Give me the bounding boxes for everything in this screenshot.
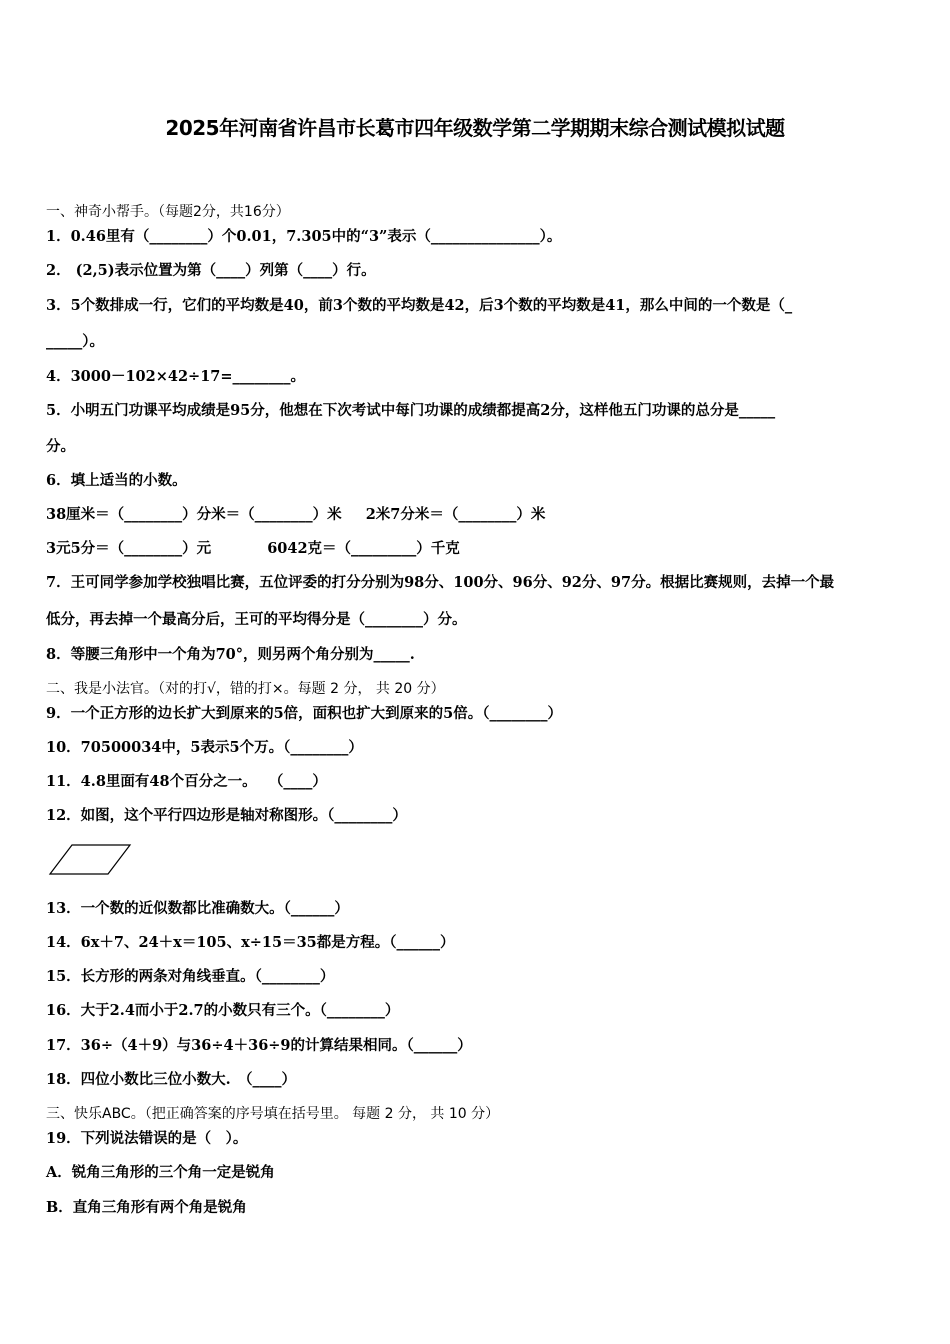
question-8: 8．等腰三角形中一个角为70°，则另两个角分别为_____. [46, 646, 415, 663]
section-1-heading: 一、神奇小帮手。（每题2分，共16分） [46, 204, 290, 220]
page-title: 2025年河南省许昌市长葛市四年级数学第二学期期末综合测试模拟试题 [165, 116, 785, 140]
question-2: 2． (2,5)表示位置为第（____）列第（____）行。 [46, 262, 376, 279]
question-6-row-1 [46, 505, 545, 525]
question-6: 6．填上适当的小数。 [46, 472, 187, 489]
question-3-continued: _____）。 [46, 333, 104, 350]
question-6-row-2 [46, 539, 460, 559]
question-16: 16．大于2.4而小于2.7的小数只有三个。（________） [46, 1002, 400, 1019]
section-3-heading: 三、快乐ABC。（把正确答案的序号填在括号里。 每题 2 分， 共 10 分） [46, 1106, 500, 1122]
question-9: 9．一个正方形的边长扩大到原来的5倍，面积也扩大到原来的5倍。（________） [46, 705, 563, 722]
question-11: 11．4.8里面有48个百分之一。 （____） [46, 773, 327, 790]
question-5-continued: 分。 [46, 438, 75, 455]
question-3: 3．5个数排成一行，它们的平均数是40，前3个数的平均数是42，后3个数的平均数是41，那么中间的一个数是（_ [46, 297, 793, 314]
question-12: 12．如图，这个平行四边形是轴对称图形。（________） [46, 807, 407, 824]
question-6-item-c: 3元5分＝（________）元 [46, 540, 212, 557]
question-19: 19．下列说法错误的是（ ）。 [46, 1130, 248, 1147]
parallelogram-figure [46, 842, 136, 878]
question-7-continued: 低分，再去掉一个最高分后，王可的平均得分是（________）分。 [46, 611, 467, 628]
question-5: 5．小明五门功课平均成绩是95分，他想在下次考试中每门功课的成绩都提高2分，这样他五门功课的总分是_____ [46, 402, 776, 419]
question-6-item-a: 38厘米＝（________）分米＝（________）米 [46, 506, 342, 523]
question-10: 10．70500034中，5表示5个万。（________） [46, 739, 363, 756]
question-14: 14．6x＋7、24＋x＝105、x÷15＝35都是方程。（______） [46, 934, 455, 951]
question-4: 4．3000－102×42÷17=________。 [46, 368, 306, 385]
question-18: 18．四位小数比三位小数大. （____） [46, 1071, 296, 1088]
question-7: 7．王可同学参加学校独唱比赛，五位评委的打分分别为98分、100分、96分、92分、97分。根据比赛规则，去掉一个最 [46, 574, 835, 591]
section-2-heading: 二、我是小法官。（对的打√，错的打×。每题 2 分， 共 20 分） [46, 681, 445, 697]
question-6-item-b: 2米7分米＝（________）米 [365, 506, 546, 523]
question-13: 13．一个数的近似数都比准确数大。（______） [46, 900, 349, 917]
option-a: A．锐角三角形的三个角一定是锐角 [46, 1164, 275, 1181]
question-6-item-d: 6042克＝（_________）千克 [267, 540, 460, 557]
option-b: B．直角三角形有两个角是锐角 [46, 1199, 247, 1216]
question-15: 15．长方形的两条对角线垂直。（________） [46, 968, 335, 985]
question-1: 1．0.46里有（________）个0.01，7.305中的“3”表示（_______________）。 [46, 228, 562, 245]
question-17: 17．36÷（4＋9）与36÷4＋36÷9的计算结果相同。（______） [46, 1037, 472, 1054]
